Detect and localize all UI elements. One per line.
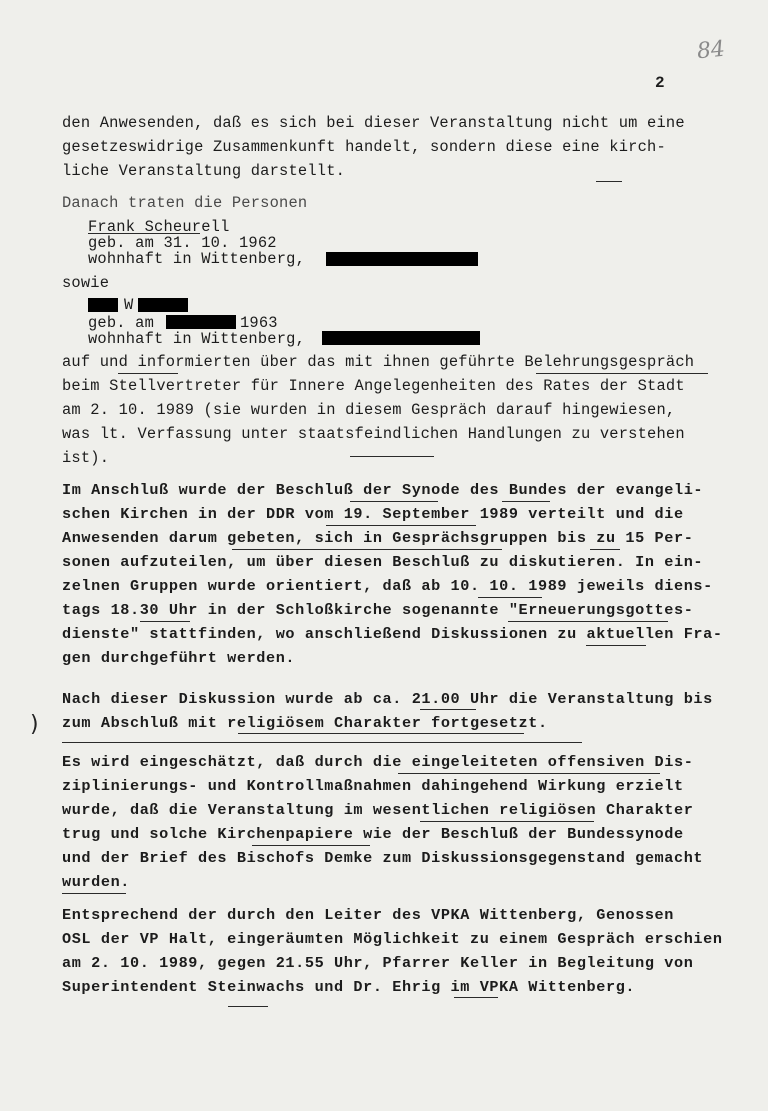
p2-line-1: auf und informierten über das mit ihnen geführte Belehrungsgespräch — [62, 353, 695, 371]
underline-mark — [508, 621, 668, 622]
underline-mark — [420, 709, 476, 710]
p1-line-3: liche Veranstaltung darstellt. — [62, 162, 346, 180]
p2-line-2: beim Stellvertreter für Innere Angelegenheiten des Rates der Stadt — [62, 377, 685, 395]
p2-line-3: am 2. 10. 1989 (sie wurden in diesem Gespräch darauf hingewiesen, — [62, 401, 676, 419]
handwritten-page-number: 84 — [695, 36, 727, 65]
page-number: 2 — [655, 74, 665, 92]
redaction-bar — [88, 298, 118, 312]
redaction-bar — [166, 315, 236, 329]
underline-mark — [502, 501, 550, 502]
p2-line-4: was lt. Verfassung unter staatsfeindlichen Handlungen zu verstehen — [62, 425, 685, 443]
p1-line-1: den Anwesenden, daß es sich bei dieser Veranstaltung nicht um eine — [62, 114, 685, 132]
underline-mark — [252, 845, 370, 846]
p4-line-2: zum Abschluß mit religiösem Charakter fortgesetzt. — [62, 714, 548, 732]
sowie-text: sowie — [62, 274, 110, 292]
person1-residence: wohnhaft in Wittenberg, — [88, 250, 306, 268]
p2-intro: Danach traten die Personen — [62, 194, 308, 212]
underline-mark — [596, 181, 622, 182]
underline-mark — [454, 997, 498, 998]
p3-line-4: sonen aufzuteilen, um über diesen Beschluß zu diskutieren. In ein- — [62, 553, 704, 571]
p3-line-7: dienste" stattfinden, wo anschließend Diskussionen zu aktuellen Fra- — [62, 625, 723, 643]
underline-mark — [590, 549, 620, 550]
p3-line-2: schen Kirchen in der DDR vom 19. September 1989 verteilt und die — [62, 505, 684, 523]
p6-line-2: OSL der VP Halt, eingeräumten Möglichkeit zu einem Gespräch erschien — [62, 930, 723, 948]
p6-line-3: am 2. 10. 1989, gegen 21.55 Uhr, Pfarrer Keller in Begleitung von — [62, 954, 694, 972]
p5-line-5: und der Brief des Bischofs Demke zum Diskussionsgegenstand gemacht — [62, 849, 704, 867]
underline-mark — [398, 773, 660, 774]
p4-line-1: Nach dieser Diskussion wurde ab ca. 21.00 Uhr die Veranstaltung bis — [62, 690, 713, 708]
underline-mark — [88, 233, 200, 234]
margin-bracket-mark: ) — [30, 712, 39, 737]
underline-mark — [238, 733, 524, 734]
p1-line-2: gesetzeswidrige Zusammenkunft handelt, sondern diese eine kirch- — [62, 138, 666, 156]
person2-birth-year: 1963 — [240, 314, 278, 332]
redaction-bar — [322, 331, 480, 345]
redaction-bar — [326, 252, 478, 266]
underline-mark — [228, 1006, 268, 1007]
underline-mark — [232, 549, 502, 550]
underline-mark — [62, 893, 126, 894]
underline-mark — [350, 501, 438, 502]
p5-line-4: trug und solche Kirchenpapiere wie der Beschluß der Bundessynode — [62, 825, 684, 843]
underline-mark — [536, 373, 708, 374]
p6-line-1: Entsprechend der durch den Leiter des VPKA Wittenberg, Genossen — [62, 906, 674, 924]
p3-line-1: Im Anschluß wurde der Beschluß der Synode des Bundes der evangeli- — [62, 481, 704, 499]
p3-line-8: gen durchgeführt werden. — [62, 649, 296, 667]
underline-mark — [118, 373, 178, 374]
underline-mark — [350, 456, 434, 457]
person1-birth: geb. am 31. 10. 1962 — [88, 234, 277, 252]
person2-birth-prefix: geb. am — [88, 314, 155, 332]
underline-mark — [478, 597, 542, 598]
person2-name-initial: W — [124, 296, 134, 314]
person1-name: Frank Scheurell — [88, 218, 230, 236]
underline-mark — [586, 645, 646, 646]
p5-line-3: wurde, daß die Veranstaltung im wesentlichen religiösen Charakter — [62, 801, 694, 819]
p5-line-6: wurden. — [62, 873, 130, 891]
p3-line-6: tags 18.30 Uhr in der Schloßkirche sogenannte "Erneuerungsgottes- — [62, 601, 694, 619]
p5-line-2: ziplinierungs- und Kontrollmaßnahmen dahingehend Wirkung erzielt — [62, 777, 684, 795]
underline-mark — [326, 525, 476, 526]
underline-mark — [140, 621, 190, 622]
p5-line-1: Es wird eingeschätzt, daß durch die eingeleiteten offensiven Dis- — [62, 753, 694, 771]
redaction-bar — [138, 298, 188, 312]
underline-mark — [420, 821, 594, 822]
p2-line-5: ist). — [62, 449, 110, 467]
p3-line-3: Anwesenden darum gebeten, sich in Gesprächsgruppen bis zu 15 Per- — [62, 529, 694, 547]
underline-mark — [62, 742, 582, 743]
p6-line-4: Superintendent Steinwachs und Dr. Ehrig im VPKA Wittenberg. — [62, 978, 636, 996]
p3-line-5: zelnen Gruppen wurde orientiert, daß ab 10. 10. 1989 jeweils diens- — [62, 577, 713, 595]
person2-residence: wohnhaft in Wittenberg, — [88, 330, 306, 348]
